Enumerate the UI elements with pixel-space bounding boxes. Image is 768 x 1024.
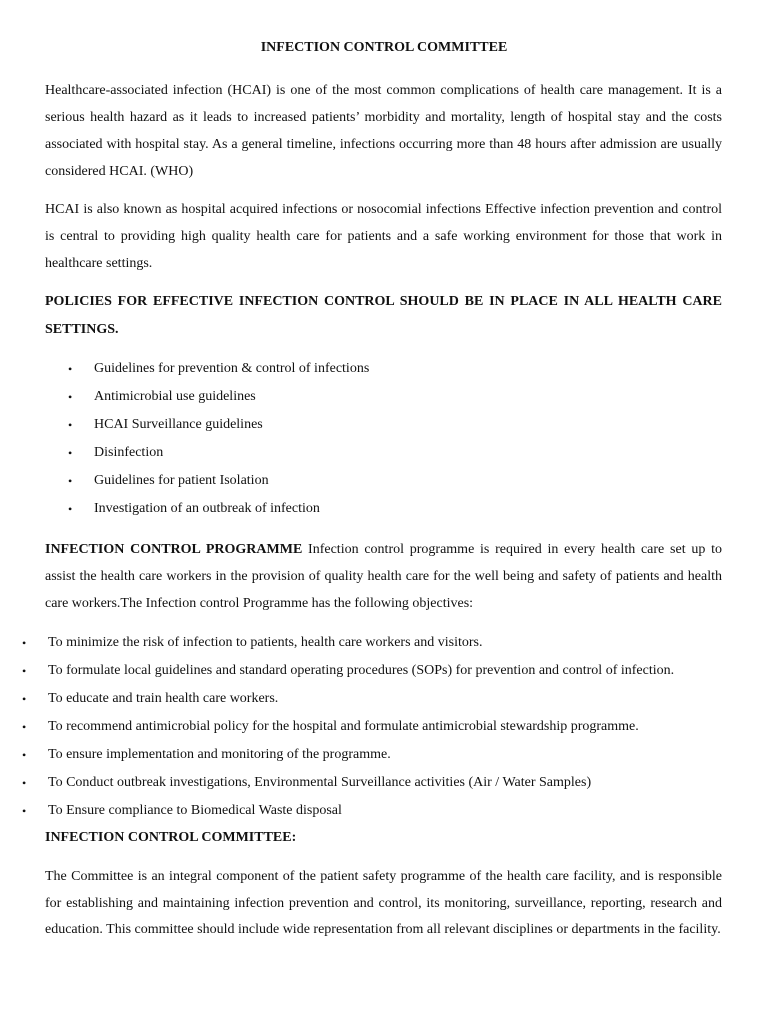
list-item: • To minimize the risk of infection to patients, health care workers and visitors. <box>22 629 742 657</box>
bullet-icon: • <box>68 362 73 376</box>
list-item: • Investigation of an outbreak of infection <box>68 495 708 523</box>
programme-heading: INFECTION CONTROL PROGRAMME <box>45 542 303 557</box>
committee-heading: INFECTION CONTROL COMMITTEE: <box>45 830 297 845</box>
list-item: • To ensure implementation and monitoring of the programme. <box>22 741 742 769</box>
committee-paragraph: The Committee is an integral component of the patient safety programme of the health care facility, and is responsible for establishing and maintaining infection prevention and control, its monitoring, surveillance, reporting, research and education. This committee should include wide representation from all relevant disciplines or departments in the facility. <box>45 869 722 937</box>
list-item: • Disinfection <box>68 439 708 467</box>
bullet-icon: • <box>68 390 73 404</box>
bullet-icon: • <box>22 804 27 818</box>
hcai-definition-paragraph: HCAI is also known as hospital acquired infections or nosocomial infections Effective infection prevention and control is central to providing high quality health care for patients and a safe working environment for those that work in healthcare settings. <box>45 202 722 271</box>
bullet-icon: • <box>68 474 73 488</box>
list-item: • Guidelines for patient Isolation <box>68 467 708 495</box>
bullet-icon: • <box>22 664 27 678</box>
list-item: • Antimicrobial use guidelines <box>68 383 708 411</box>
document-title: INFECTION CONTROL COMMITTEE <box>260 40 508 55</box>
list-item: • To formulate local guidelines and standard operating procedures (SOPs) for prevention and control of infection. <box>22 657 742 685</box>
list-item: • Guidelines for prevention & control of infections <box>68 355 708 383</box>
bullet-icon: • <box>22 692 27 706</box>
list-item: • To Ensure compliance to Biomedical Waste disposal <box>22 797 742 825</box>
policies-list <box>68 355 708 523</box>
bullet-icon: • <box>22 720 27 734</box>
programme-paragraph <box>45 536 722 617</box>
bullet-icon: • <box>68 502 73 516</box>
list-item: • To recommend antimicrobial policy for the hospital and formulate antimicrobial stewardship programme. <box>22 713 742 741</box>
list-item: • To educate and train health care workers. <box>22 685 742 713</box>
list-item: • HCAI Surveillance guidelines <box>68 411 708 439</box>
bullet-icon: • <box>68 446 73 460</box>
bullet-icon: • <box>22 636 27 650</box>
objectives-list <box>22 629 742 825</box>
policies-heading: POLICIES FOR EFFECTIVE INFECTION CONTROL SHOULD BE IN PLACE IN ALL HEALTH CARE SETTINGS. <box>45 294 722 337</box>
bullet-icon: • <box>68 418 73 432</box>
programme-text: Infection control programme is required in every health care set up to assist the health care workers in the provision of quality health care for the well being and safety of patients and health care workers.The Infection control Programme has the following objectives: <box>45 542 722 611</box>
list-item: • To Conduct outbreak investigations, Environmental Surveillance activities (Air / Water Samples) <box>22 769 742 797</box>
bullet-icon: • <box>22 776 27 790</box>
intro-paragraph: Healthcare-associated infection (HCAI) is one of the most common complications of health care management. It is a serious health hazard as it leads to increased patients’ morbidity and mortality, length of hospital stay and the costs associated with hospital stay. As a general timeline, infections occurring more than 48 hours after admission are usually considered HCAI. (WHO) <box>45 83 722 179</box>
bullet-icon: • <box>22 748 27 762</box>
